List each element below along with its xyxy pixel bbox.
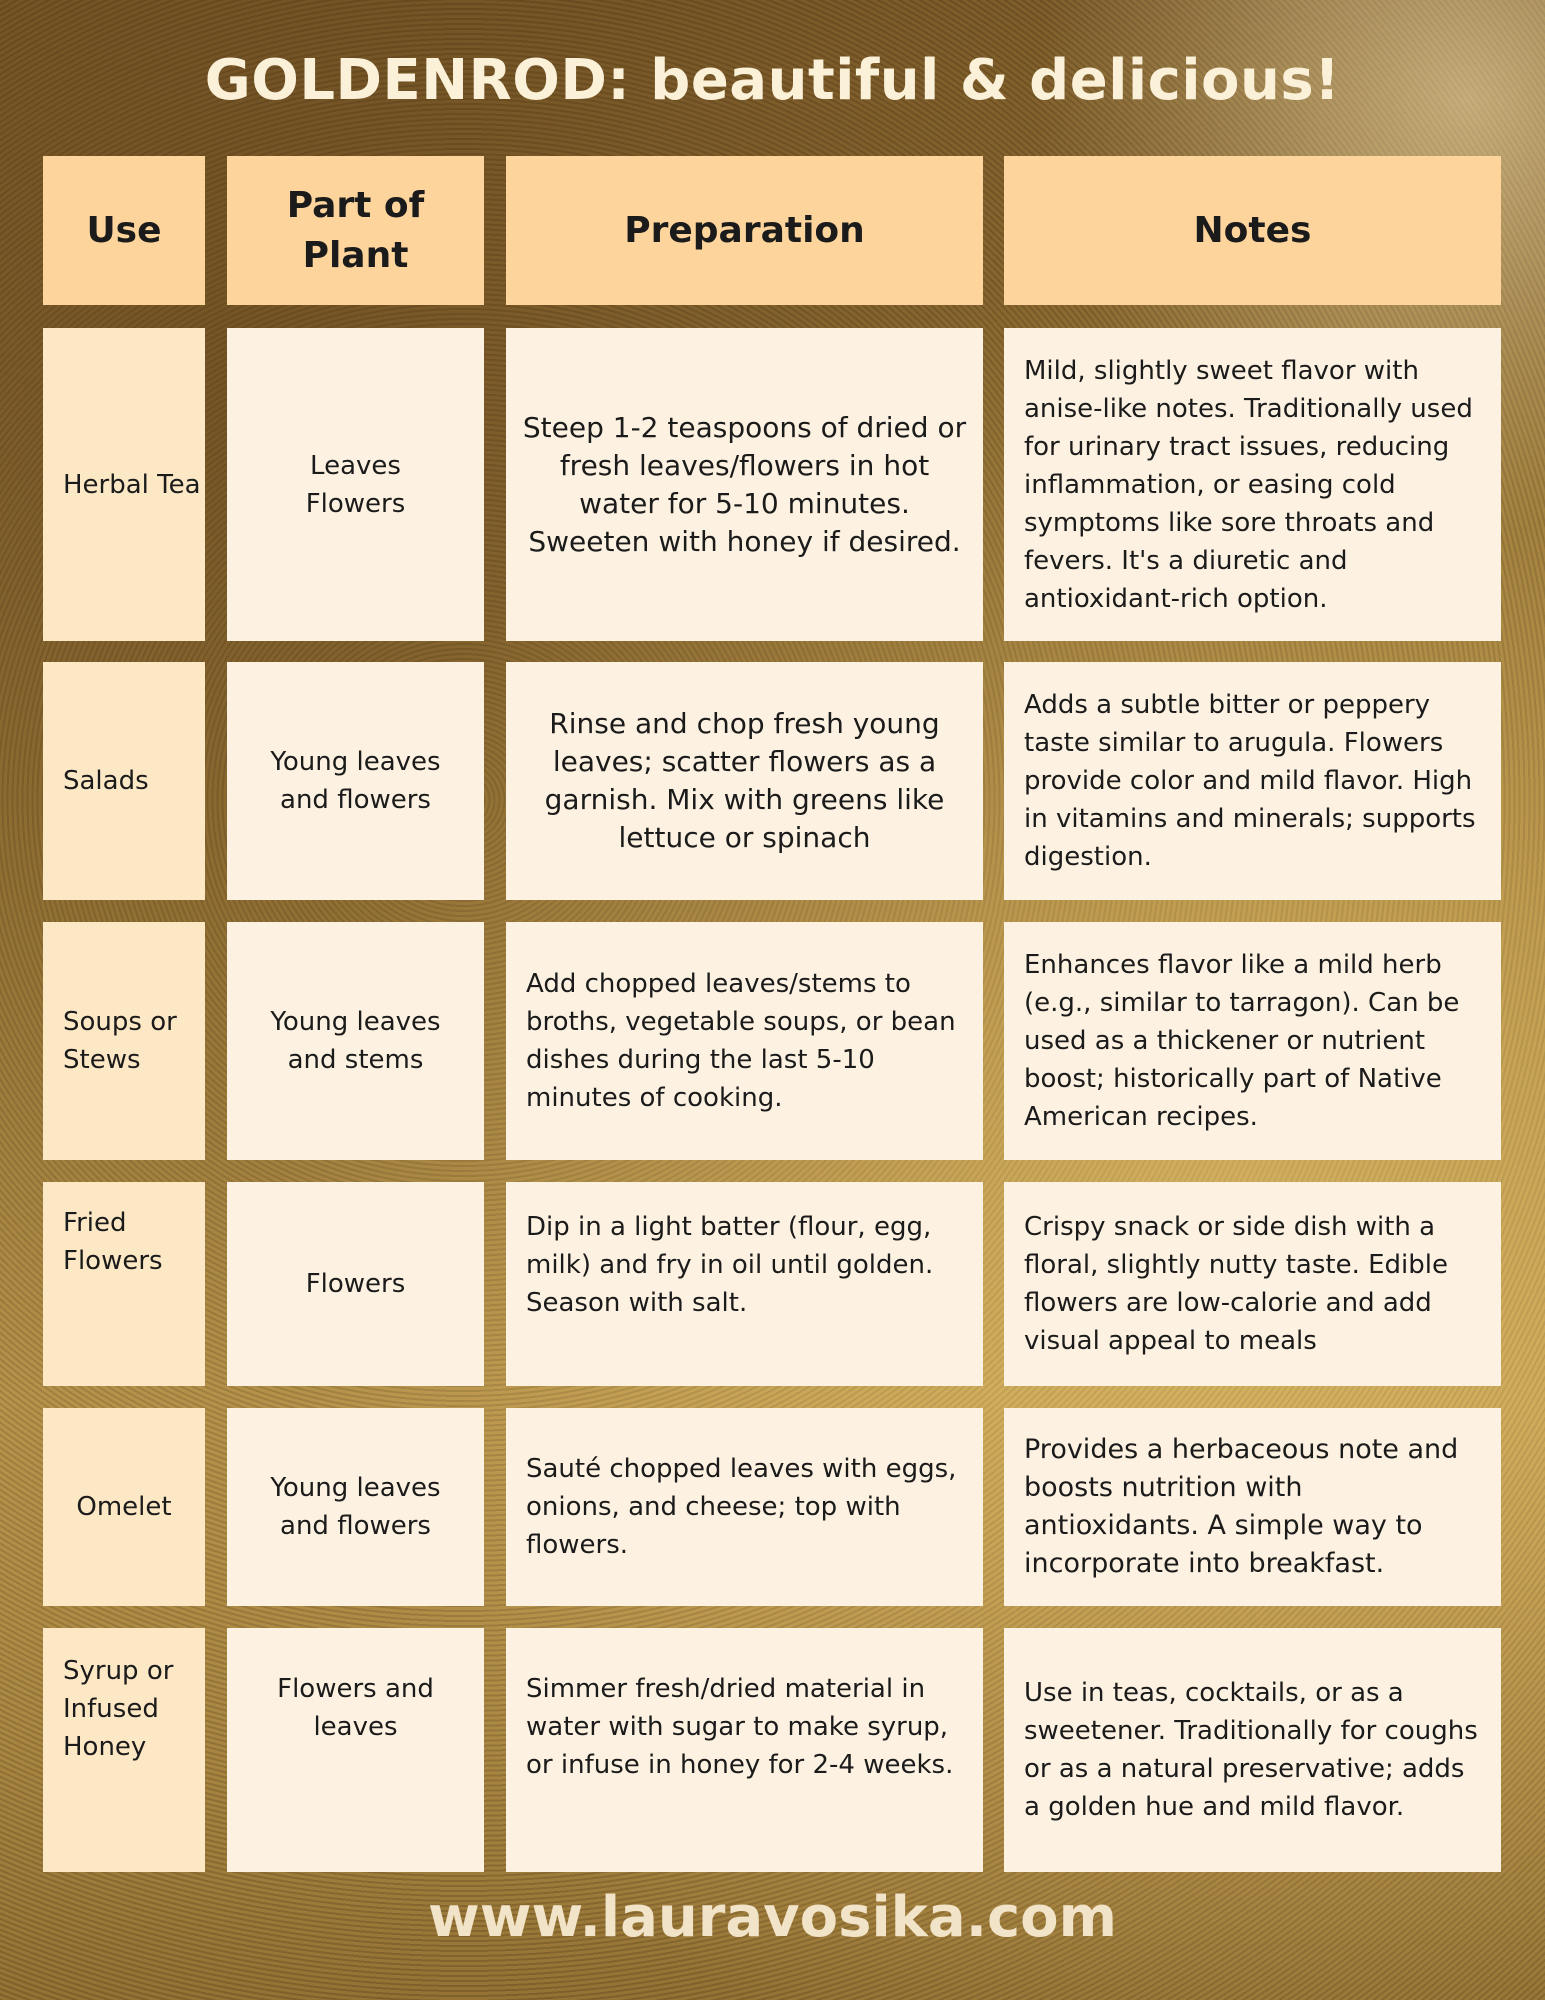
row-notes-cell: [1004, 922, 1501, 1160]
row-notes-text: Crispy snack or side dish with a floral, slightly nutty taste. Edible flowers are low-calorie and add visual appeal to meals: [1024, 1212, 1448, 1356]
row-part-text: Young leaves and flowers: [270, 747, 441, 815]
row-part-text: Flowers: [305, 1269, 406, 1299]
row-part-text: Leaves Flowers: [305, 450, 406, 519]
row-use-text: Herbal Tea: [63, 469, 201, 500]
row-notes-cell: [1004, 662, 1501, 900]
row-use-text: Soups or Stews: [63, 1007, 177, 1075]
row-notes-text: Provides a herbaceous note and boosts nutrition with antioxidants. A simple way to incorporate into breakfast.: [1024, 1434, 1459, 1579]
row-part-cell: [227, 1182, 484, 1386]
header-part-of-plant: [227, 156, 484, 305]
row-use-text: Omelet: [76, 1492, 172, 1522]
row-preparation-cell: [506, 328, 983, 641]
header-use-label: Use: [86, 209, 162, 251]
row-notes-text: Enhances flavor like a mild herb (e.g., similar to tarragon). Can be used as a thickener or nutrient boost; historically part of Native American recipes.: [1024, 950, 1460, 1132]
row-notes-cell: [1004, 1408, 1501, 1606]
row-notes-cell: [1004, 1182, 1501, 1386]
header-part-label: Part of Plant: [286, 184, 425, 276]
row-use-text: Syrup or Infused Honey: [63, 1656, 174, 1762]
row-part-cell: [227, 922, 484, 1160]
row-part-text: Young leaves and stems: [270, 1007, 441, 1075]
row-notes-text: Adds a subtle bitter or peppery taste similar to arugula. Flowers provide color and mild flavor. High in vitamins and minerals; supports digestion.: [1024, 690, 1476, 872]
page-title: GOLDENROD: beautiful & delicious!: [204, 48, 1341, 113]
row-part-text: Flowers and leaves: [277, 1674, 434, 1742]
row-notes-text: Use in teas, cocktails, or as a sweetener. Traditionally for coughs or as a natural preservative; adds a golden hue and mild flavor.: [1024, 1678, 1478, 1822]
row-use-cell: [43, 1182, 205, 1386]
row-part-text: Young leaves and flowers: [270, 1473, 441, 1541]
header-preparation-label: Preparation: [624, 209, 865, 251]
row-preparation-text: Add chopped leaves/stems to broths, vegetable soups, or bean dishes during the last 5-10 minutes of cooking.: [526, 969, 956, 1113]
row-preparation-cell: [506, 1628, 983, 1872]
row-notes-cell: [1004, 328, 1501, 641]
row-part-cell: [227, 1408, 484, 1606]
row-use-cell: [43, 1628, 205, 1872]
row-preparation-text: Steep 1-2 teaspoons of dried or fresh leaves/flowers in hot water for 5-10 minutes. Sweeten with honey if desired.: [522, 410, 967, 558]
row-preparation-text: Sauté chopped leaves with eggs, onions, and cheese; top with flowers.: [526, 1454, 957, 1560]
row-use-text: Salads: [63, 766, 149, 796]
row-use-cell: [43, 1408, 205, 1606]
row-notes-cell: [1004, 1628, 1501, 1872]
row-preparation-cell: [506, 922, 983, 1160]
row-use-text: Fried Flowers: [63, 1208, 163, 1276]
row-use-cell: [43, 662, 205, 900]
website-footer: www.lauravosika.com: [428, 1885, 1117, 1950]
row-preparation-text: Simmer fresh/dried material in water with sugar to make syrup, or infuse in honey for 2-4 weeks.: [526, 1674, 954, 1780]
header-use: [43, 156, 205, 305]
row-use-cell: [43, 922, 205, 1160]
row-part-cell: [227, 1628, 484, 1872]
row-notes-text: Mild, slightly sweet flavor with anise-like notes. Traditionally used for urinary tract issues, reducing inflammation, or easing cold symptoms like sore throats and fevers. It's a diuretic and antioxidant-rich option.: [1024, 355, 1473, 614]
header-notes-label: Notes: [1193, 209, 1312, 251]
row-preparation-cell: [506, 1182, 983, 1386]
row-use-cell: [43, 328, 205, 641]
row-preparation-text: Dip in a light batter (flour, egg, milk) and fry in oil until golden. Season with salt.: [526, 1212, 934, 1318]
row-part-cell: [227, 328, 484, 641]
row-preparation-cell: [506, 1408, 983, 1606]
header-preparation: [506, 156, 983, 305]
header-notes: [1004, 156, 1501, 305]
row-preparation-cell: [506, 662, 983, 900]
row-preparation-text: Rinse and chop fresh young leaves; scatter flowers as a garnish. Mix with greens like lettuce or spinach: [544, 707, 945, 854]
row-part-cell: [227, 662, 484, 900]
